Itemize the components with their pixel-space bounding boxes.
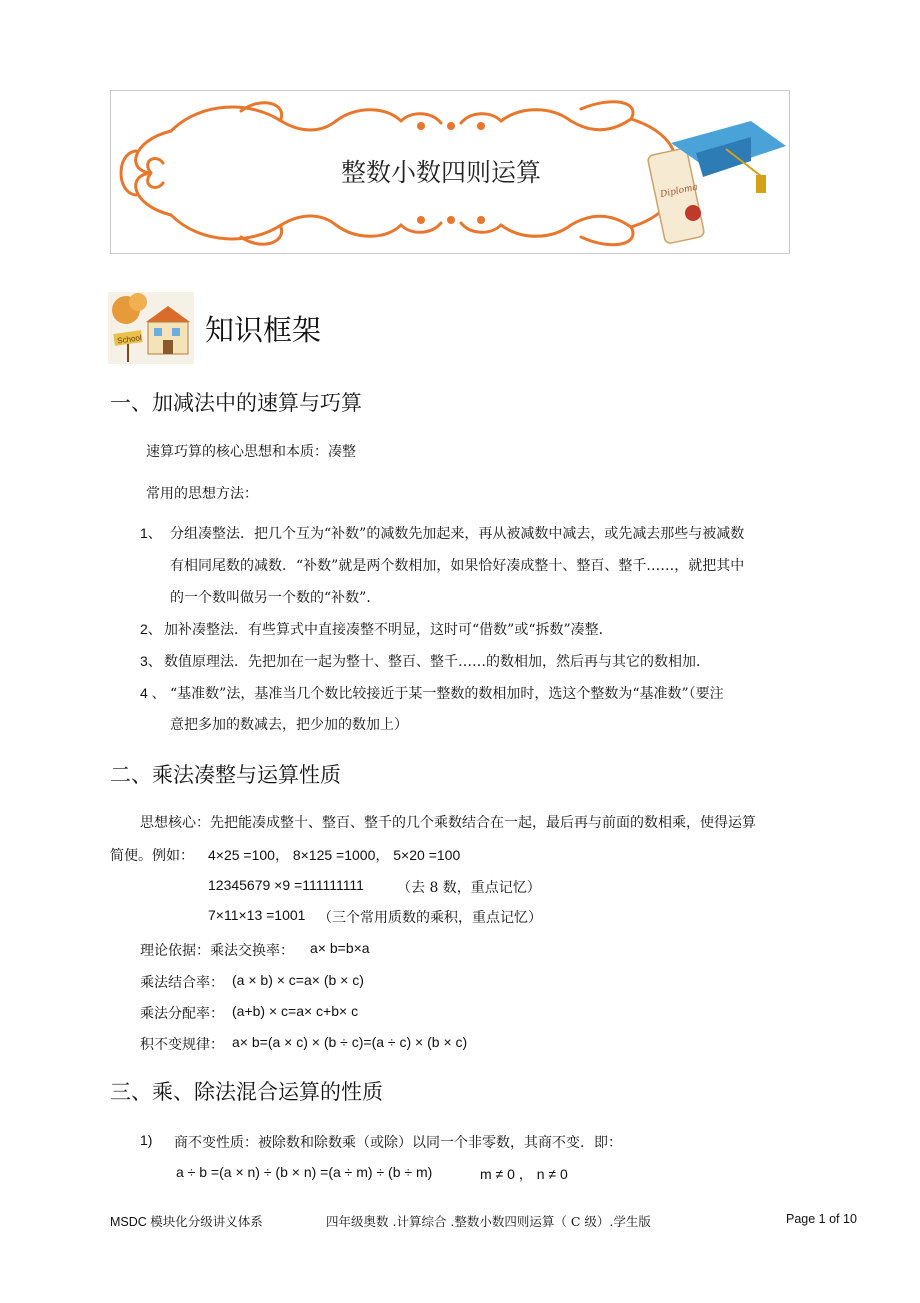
list-item-text: 分组凑整法．把几个互为“补数”的减数先加起来，再从被减数中减去，或先减去那些与被减数 (170, 526, 745, 542)
example-formula: 12345679 ×9 =111111111 (208, 877, 364, 893)
banner-title: 整数小数四则运算 (341, 158, 542, 187)
section-title: 知识框架 (205, 313, 322, 347)
list-item-text: 数值原理法．先把加在一起为整十、整百、整千……的数相加，然后再与其它的数相加． (164, 654, 710, 670)
list-item-number: 4 、 (140, 685, 166, 701)
list-item-number: 1、 (140, 525, 162, 541)
section3-heading: 三、乘、除法混合运算的性质 (110, 1080, 383, 1104)
svg-text:School: School (116, 333, 143, 346)
law-label: 理论依据：乘法交换率： (140, 943, 294, 959)
list-item-number: 1) (140, 1132, 153, 1148)
list-item-text: 意把多加的数减去，把少加的数加上） (170, 717, 408, 733)
section1-core: 速算巧算的核心思想和本质：凑整 (146, 444, 356, 460)
law-label: 乘法结合率： (140, 975, 224, 991)
law-formula: a× b=(a × c) × (b ÷ c)=(a ÷ c) × (b × c) (232, 1034, 468, 1050)
example-note: （去 8 数，重点记忆） (397, 880, 541, 896)
footer-center: 四年级奥数 .计算综合 .整数小数四则运算（ C 级）.学生版 (326, 1214, 651, 1229)
section2-example-label: 简便。例如： (110, 848, 194, 864)
list-item-text: 有相同尾数的减数．“补数”就是两个数相加，如果恰好凑成整十、整百、整千……，就把其中 (170, 558, 745, 574)
svg-text:Diploma: Diploma (659, 182, 699, 201)
quotient-condition: m ≠ 0 ， n ≠ 0 (480, 1166, 568, 1182)
section2-core: 思想核心：先把能凑成整十、整百、整千的几个乘数结合在一起，最后再与前面的数相乘，使得运算 (140, 815, 756, 831)
section1-heading: 一、加减法中的速算与巧算 (110, 391, 362, 415)
title-banner (110, 90, 790, 254)
law-formula: (a+b) × c=a× c+b× c (232, 1003, 359, 1019)
page-number: Page 1 of 10 (786, 1212, 857, 1226)
list-item-text: 的一个数叫做另一个数的“补数”． (170, 590, 381, 606)
law-formula: a× b=b×a (310, 940, 370, 956)
example-note: （三个常用质数的乘积，重点记忆） (318, 910, 542, 926)
list-item-text: 加补凑整法．有些算式中直接凑整不明显，这时可“借数”或“拆数”凑整． (164, 622, 613, 638)
law-formula: (a × b) × c=a× (b × c) (232, 972, 364, 988)
quotient-formula: a ÷ b =(a × n) ÷ (b × n) =(a ÷ m) ÷ (b ÷ m) (176, 1164, 433, 1180)
law-label: 乘法分配率： (140, 1006, 224, 1022)
list-item-number: 3、 (140, 653, 162, 669)
law-label: 积不变规律： (140, 1037, 224, 1053)
list-item-text: “基准数”法，基准当几个数比较接近于某一整数的数相加时，选这个整数为“基准数”（要注 (170, 686, 724, 702)
section2-heading: 二、乘法凑整与运算性质 (110, 763, 341, 787)
example-formula: 7×11×13 =1001 (208, 907, 306, 923)
example-formula: 4×25 =100， 8×125 =1000， 5×20 =100 (208, 847, 461, 863)
footer-left: MSDC 模块化分级讲义体系 (110, 1215, 263, 1229)
section1-methods-intro: 常用的思想方法： (146, 486, 258, 502)
school-house-icon (108, 292, 194, 364)
list-item-text: 商不变性质：被除数和除数乘（或除）以同一个非零数，其商不变．即： (174, 1135, 622, 1151)
list-item-number: 2、 (140, 621, 162, 637)
